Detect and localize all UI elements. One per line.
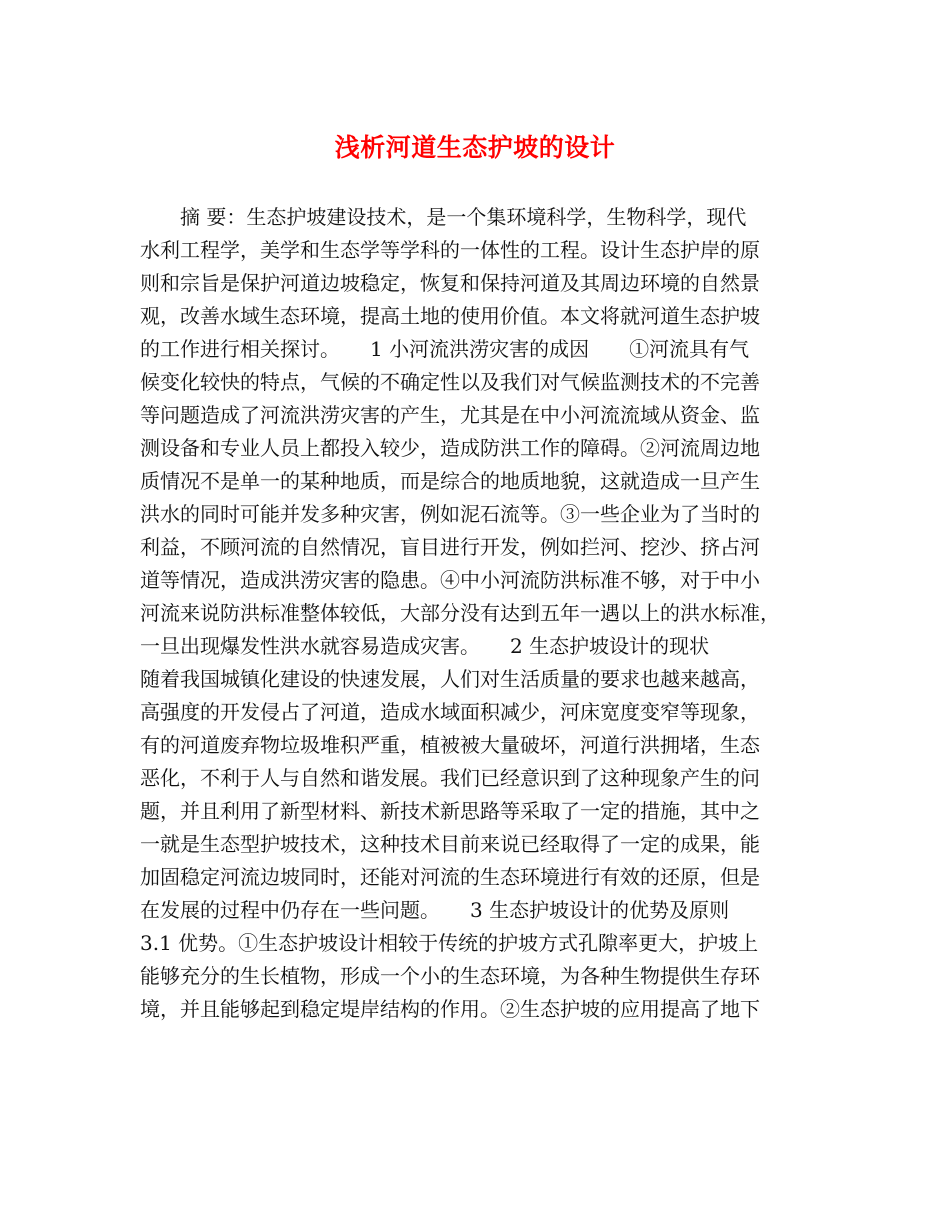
body-line: 一就是生态型护坡技术，这种技术目前来说已经取得了一定的成果，能 bbox=[140, 832, 760, 856]
body-line: 等问题造成了河流洪涝灾害的产生，尤其是在中小河流流域从资金、监 bbox=[140, 403, 760, 427]
body-line: 质情况不是单一的某种地质，而是综合的地质地貌，这就造成一旦产生 bbox=[140, 469, 760, 493]
body-line: 则和宗旨是保护河道边坡稳定，恢复和保持河道及其周边环境的自然景 bbox=[140, 271, 760, 295]
body-line: 摘 要：生态护坡建设技术，是一个集环境科学，生物科学，现代 bbox=[140, 205, 747, 229]
body-line: 观，改善水域生态环境，提高土地的使用价值。本文将就河道生态护坡 bbox=[140, 304, 760, 328]
body-line: 在发展的过程中仍存在一些问题。 3 生态护坡设计的优势及原则 bbox=[140, 898, 730, 922]
body-line: 题，并且利用了新型材料、新技术新思路等采取了一定的措施，其中之 bbox=[140, 799, 760, 823]
body-line: 高强度的开发侵占了河道，造成水域面积减少，河床宽度变窄等现象， bbox=[140, 700, 760, 724]
body-line: 境，并且能够起到稳定堤岸结构的作用。②生态护坡的应用提高了地下 bbox=[140, 997, 760, 1021]
body-line: 有的河道废弃物垃圾堆积严重，植被被大量破坏，河道行洪拥堵，生态 bbox=[140, 733, 760, 757]
body-line: 随着我国城镇化建设的快速发展，人们对生活质量的要求也越来越高， bbox=[140, 667, 760, 691]
body-line: 利益，不顾河流的自然情况，盲目进行开发，例如拦河、挖沙、挤占河 bbox=[140, 535, 760, 559]
body-line: 河流来说防洪标准整体较低，大部分没有达到五年一遇以上的洪水标准， bbox=[140, 601, 780, 625]
body-line: 恶化，不利于人与自然和谐发展。我们已经意识到了这种现象产生的问 bbox=[140, 766, 760, 790]
document-body bbox=[140, 201, 820, 1026]
body-line: 测设备和专业人员上都投入较少，造成防洪工作的障碍。②河流周边地 bbox=[140, 436, 760, 460]
body-line: 能够充分的生长植物，形成一个小的生态环境，为各种生物提供生存环 bbox=[140, 964, 760, 988]
document-title: 浅析河道生态护坡的设计 bbox=[334, 133, 616, 162]
body-line: 加固稳定河流边坡同时，还能对河流的生态环境进行有效的还原，但是 bbox=[140, 865, 760, 889]
body-line: 的工作进行相关探讨。 1 小河流洪涝灾害的成因 ①河流具有气 bbox=[140, 337, 750, 361]
body-line: 一旦出现爆发性洪水就容易造成灾害。 2 生态护坡设计的现状 bbox=[140, 634, 710, 658]
body-line: 道等情况，造成洪涝灾害的隐患。④中小河流防洪标准不够，对于中小 bbox=[140, 568, 760, 592]
body-line: 洪水的同时可能并发多种灾害，例如泥石流等。③一些企业为了当时的 bbox=[140, 502, 760, 526]
body-line: 候变化较快的特点，气候的不确定性以及我们对气候监测技术的不完善 bbox=[140, 370, 760, 394]
body-line: 3.1 优势。①生态护坡设计相较于传统的护坡方式孔隙率更大，护坡上 bbox=[140, 931, 759, 955]
body-line: 水利工程学，美学和生态学等学科的一体性的工程。设计生态护岸的原 bbox=[140, 238, 760, 262]
